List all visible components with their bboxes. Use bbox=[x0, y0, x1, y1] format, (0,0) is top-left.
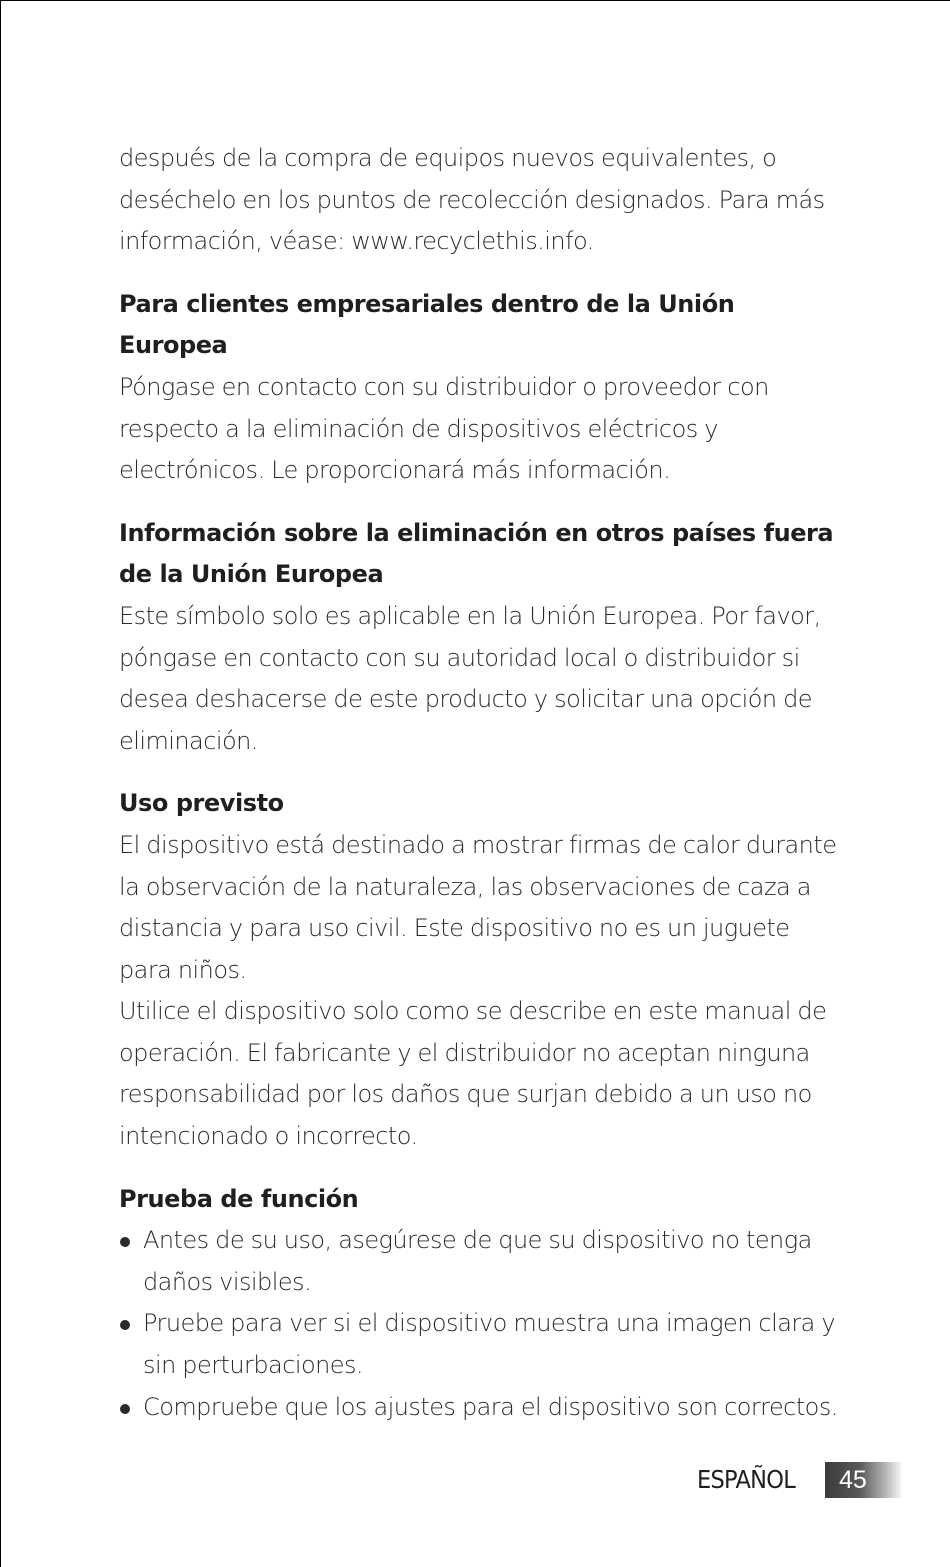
section-intended-use bbox=[119, 783, 839, 1157]
section-heading: Información sobre la eliminación en otros países fuera de la Unión Europea bbox=[119, 518, 834, 589]
section-body: Este símbolo solo es aplicable en la Unión Europea. Por favor, póngase en contacto con su autoridad local o distribuidor si desea deshacerse de este producto y solicitar una opción de eliminación. bbox=[119, 601, 821, 755]
section-function-test bbox=[119, 1179, 839, 1429]
page-content bbox=[119, 138, 839, 1428]
list-item-text: Pruebe para ver si el dispositivo muestra una imagen clara y sin perturbaciones. bbox=[143, 1309, 836, 1380]
section-heading: Prueba de función bbox=[119, 1184, 359, 1213]
page-number: 45 bbox=[839, 1466, 867, 1494]
list-item-text: Compruebe que los ajustes para el dispositivo son correctos. bbox=[143, 1392, 838, 1421]
page-footer bbox=[697, 1462, 867, 1498]
section-heading: Uso previsto bbox=[119, 789, 284, 818]
list-item-text: Antes de su uso, asegúrese de que su dispositivo no tenga daños visibles. bbox=[143, 1226, 812, 1296]
section-heading: Para clientes empresariales dentro de la Unión Europea bbox=[119, 289, 735, 360]
intro-paragraph: después de la compra de equipos nuevos equivalentes, o deséchelo en los puntos de recolección designados. Para más información, véase: www.recyclethis.info. bbox=[119, 144, 825, 256]
bullet-icon bbox=[120, 1237, 130, 1247]
list-item bbox=[119, 1303, 839, 1386]
bullet-icon bbox=[120, 1404, 130, 1414]
section-body: Póngase en contacto con su distribuidor o proveedor con respecto a la eliminación de dispositivos eléctricos y electrónicos. Le proporcionará más información. bbox=[119, 372, 769, 485]
list-item bbox=[119, 1387, 839, 1429]
section-disposal-outside-eu bbox=[119, 513, 839, 763]
page-number-badge bbox=[825, 1462, 903, 1498]
function-test-list bbox=[119, 1220, 839, 1428]
section-business-customers bbox=[119, 284, 839, 492]
section-body-secondary: Utilice el dispositivo solo como se describe en este manual de operación. El fabricante y el distribuidor no aceptan ninguna responsabilidad por los daños que surjan debido a un uso no intencionado o incorrecto. bbox=[119, 997, 827, 1151]
list-item bbox=[119, 1220, 839, 1303]
bullet-icon bbox=[120, 1320, 130, 1330]
language-label: ESPAÑOL bbox=[697, 1465, 796, 1494]
section-body: El dispositivo está destinado a mostrar firmas de calor durante la observación de la naturaleza, las observaciones de caza a distancia y para uso civil. Este dispositivo no es un juguete para niños. bbox=[119, 830, 837, 984]
